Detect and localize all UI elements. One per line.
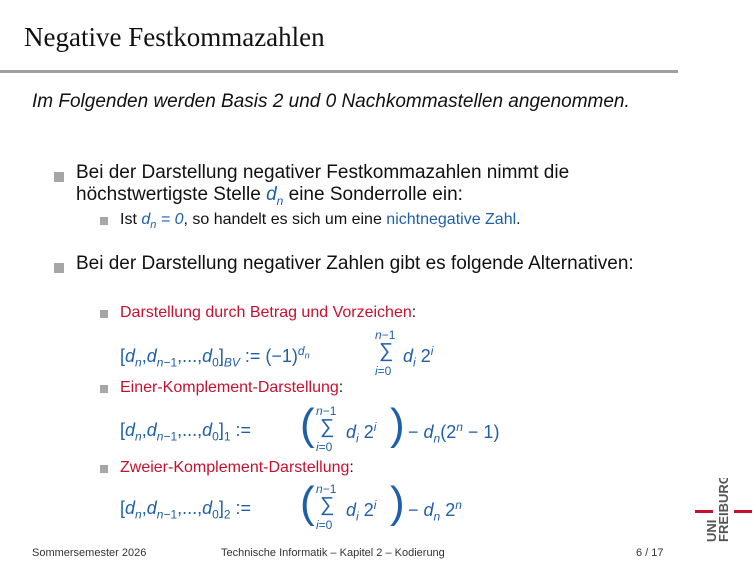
sub-bullet-marker <box>100 310 108 318</box>
slide-title: Negative Festkommazahlen <box>24 22 325 52</box>
formula-ones-complement: $[d_n,d_{n-1},...,d_0]_1$ := ( n−1 ∑ i=0 $d_i$ 2$^i$ ) − $d_n(2^n - 1)$ <box>120 400 500 454</box>
svg-text:FREIBURG: FREIBURG <box>716 478 731 542</box>
sub-bullet-marker <box>100 465 108 473</box>
bullet-1-sub: Ist $d_n = 0$, so handelt es sich um eine nichtnegative Zahl. <box>120 211 521 232</box>
alt-2-label: Einer-Komplement-Darstellung <box>120 379 339 396</box>
bullet-1-text: Bei der Darstellung negativer Festkommazahlen nimmt die höchstwertigste Stelle $d_n$ eine Sonderrolle ein: <box>76 162 570 208</box>
footer-semester: Sommersemester 2026 <box>32 547 147 559</box>
bullet-marker <box>54 263 64 273</box>
alt-1-row: Darstellung durch Betrag und Vorzeichen: <box>120 304 417 321</box>
sub-bullet-marker <box>100 217 108 225</box>
bullet-2-text: Bei der Darstellung negativer Zahlen gibt es folgende Alternativen: <box>76 253 634 274</box>
footer-page-number: 6 / 17 <box>636 547 664 559</box>
formula-bv: $[d_n,d_{n-1},...,d_0]_{BV}$ := $(-1)^{d_n}$ n−1 ∑ i=0 $d_i$ 2$^i$ <box>120 328 434 378</box>
nonnegative-label: nichtnegative Zahl <box>386 211 517 228</box>
condition-dn-zero: $d_n = 0$ <box>141 211 184 232</box>
var-dn: $d_n$ <box>266 184 284 208</box>
alt-3-row: Zweier-Komplement-Darstellung: <box>120 459 354 476</box>
bullet-marker <box>54 172 64 182</box>
alt-3-label: Zweier-Komplement-Darstellung <box>120 459 350 476</box>
university-logo-icon <box>694 478 754 548</box>
intro-text: Im Folgenden werden Basis 2 und 0 Nachkommastellen angenommen. <box>32 91 630 112</box>
alt-1-label: Darstellung durch Betrag und Vorzeichen <box>120 304 412 321</box>
footer-course: Technische Informatik – Kapitel 2 – Kodierung <box>221 547 445 559</box>
university-logo <box>694 478 754 548</box>
sub-bullet-marker <box>100 385 108 393</box>
svg-text:UNI: UNI <box>704 519 719 542</box>
formula-twos-complement: $[d_n,d_{n-1},...,d_0]_2$ := ( n−1 ∑ i=0 $d_i$ 2$^i$ ) − $d_n$ 2$^n$ <box>120 478 462 532</box>
alt-2-row: Einer-Komplement-Darstellung: <box>120 379 344 396</box>
title-divider <box>0 70 678 73</box>
